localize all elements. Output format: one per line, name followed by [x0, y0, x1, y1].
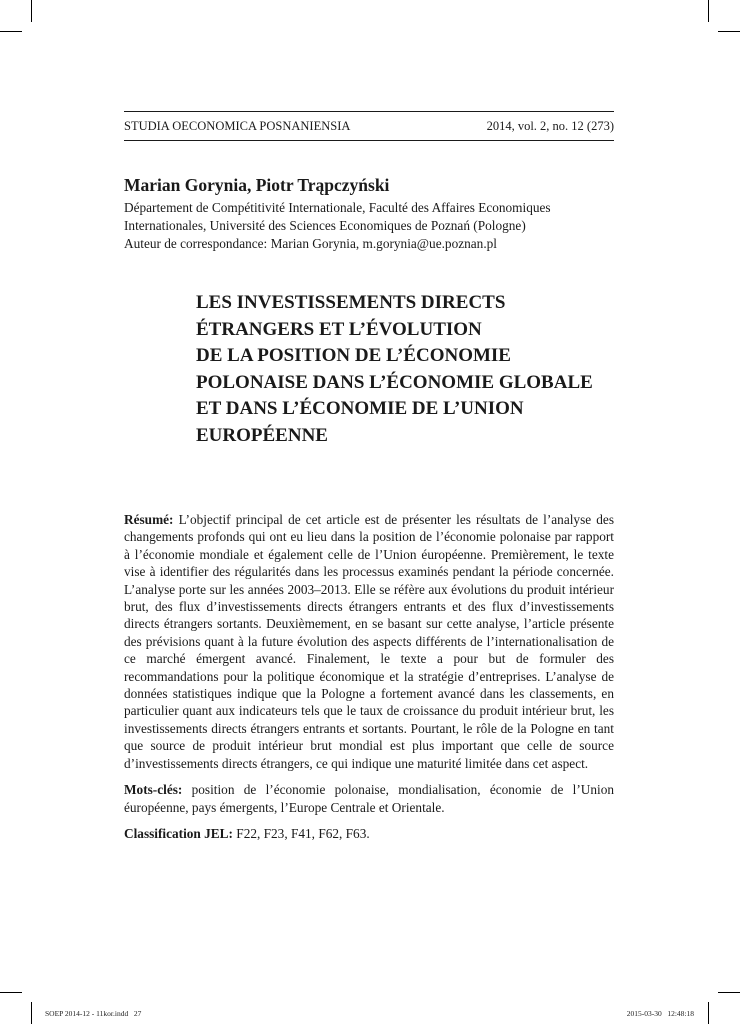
- title-line: ET DANS L’ÉCONOMIE DE L’UNION: [196, 398, 524, 419]
- crop-mark: [708, 1002, 709, 1024]
- abstract-label: Résumé:: [124, 512, 174, 527]
- jel-label: Classification JEL:: [124, 825, 233, 841]
- correspondence-line: Auteur de correspondance: Marian Gorynia, m.gorynia@ue.poznan.pl: [124, 236, 497, 251]
- title-line: DE LA POSITION DE L’ÉCONOMIE: [196, 345, 511, 366]
- keywords-label: Mots-clés:: [124, 782, 183, 798]
- footer-file: SOEP 2014-12 - 11kor.indd 27: [45, 1009, 142, 1018]
- jel-text: F22, F23, F41, F62, F63.: [236, 825, 370, 841]
- crop-mark: [718, 992, 740, 993]
- journal-name: STUDIA OECONOMICA POSNANIENSIA: [124, 119, 351, 133]
- header-rule-top: [124, 111, 614, 112]
- crop-mark: [31, 0, 32, 22]
- crop-mark: [0, 31, 22, 32]
- keywords-paragraph: [124, 781, 614, 816]
- title-line: ÉTRANGERS ET L’ÉVOLUTION: [196, 318, 482, 340]
- crop-mark: [708, 0, 709, 22]
- header-rule-bottom: [124, 140, 614, 141]
- authors: Marian Gorynia, Piotr Trąpczyński: [124, 175, 390, 195]
- crop-mark: [0, 992, 22, 993]
- footer-timestamp: 2015-03-30 12:48:18: [626, 1009, 694, 1018]
- crop-mark: [718, 31, 740, 32]
- crop-mark: [31, 1002, 32, 1024]
- title-line: LES INVESTISSEMENTS DIRECTS: [196, 292, 506, 313]
- affiliation-line: Internationales, Université des Sciences Economiques de Poznań (Pologne): [124, 218, 526, 233]
- abstract-block: [124, 511, 614, 851]
- abstract-text: L’objectif principal de cet article est de présenter les résultats de l’analyse des changements profonds qui ont eu lieu dans la position de l’économie polonaise par rapport à l’économie mondiale et également celle de l’Union éuropéenne. Premièrement, le texte vise à identifier des régularités dans les processus examinés pendant la période concernée. L’analyse porte sur les années 2003–2013. Elle se réfère aux évolutions du produit intérieur brut, des flux d’investissements directs étrangers entrants et des flux d’investissements directs étrangers sortants. Deuxièmement, en se basant sur cette analyse, l’article présente des prévisions quant à la future évolution des aspects différents de l’internationalisation de ce marché émergent avancé. Finalement, le texte a pour but de formuler des recommandations pour la politique économique et la stratégie d’entreprises. L’analyse de données statistiques indique que la Pologne a fortement avancé dans les classements, en particulier quant aux indicateurs tels que le taux de croissance du produit intérieur brut, les investissements directs étrangers entrants et sortants. Pourtant, le rôle de la Pologne en tant que source de produit intérieur brut mondial est plus important que celle de source d’investissements directs étrangers, ce qui indique une maturité limitée dans cet aspect.: [124, 512, 615, 771]
- abstract-paragraph: [124, 511, 614, 772]
- title-line: POLONAISE DANS L’ÉCONOMIE GLOBALE: [196, 371, 593, 393]
- affiliation-line: Département de Compétitivité Internationale, Faculté des Affaires Economiques: [124, 200, 551, 215]
- keywords-text: position de l’économie polonaise, mondialisation, économie de l’Union éuropéenne, pays émergents, l’Europe Centrale et Orientale.: [124, 782, 614, 815]
- journal-issue: 2014, vol. 2, no. 12 (273): [486, 119, 614, 133]
- title-line: EUROPÉENNE: [196, 424, 328, 446]
- article-title: [196, 290, 636, 449]
- running-head: [124, 119, 614, 134]
- jel-paragraph: [124, 825, 614, 842]
- affiliation: [124, 199, 624, 253]
